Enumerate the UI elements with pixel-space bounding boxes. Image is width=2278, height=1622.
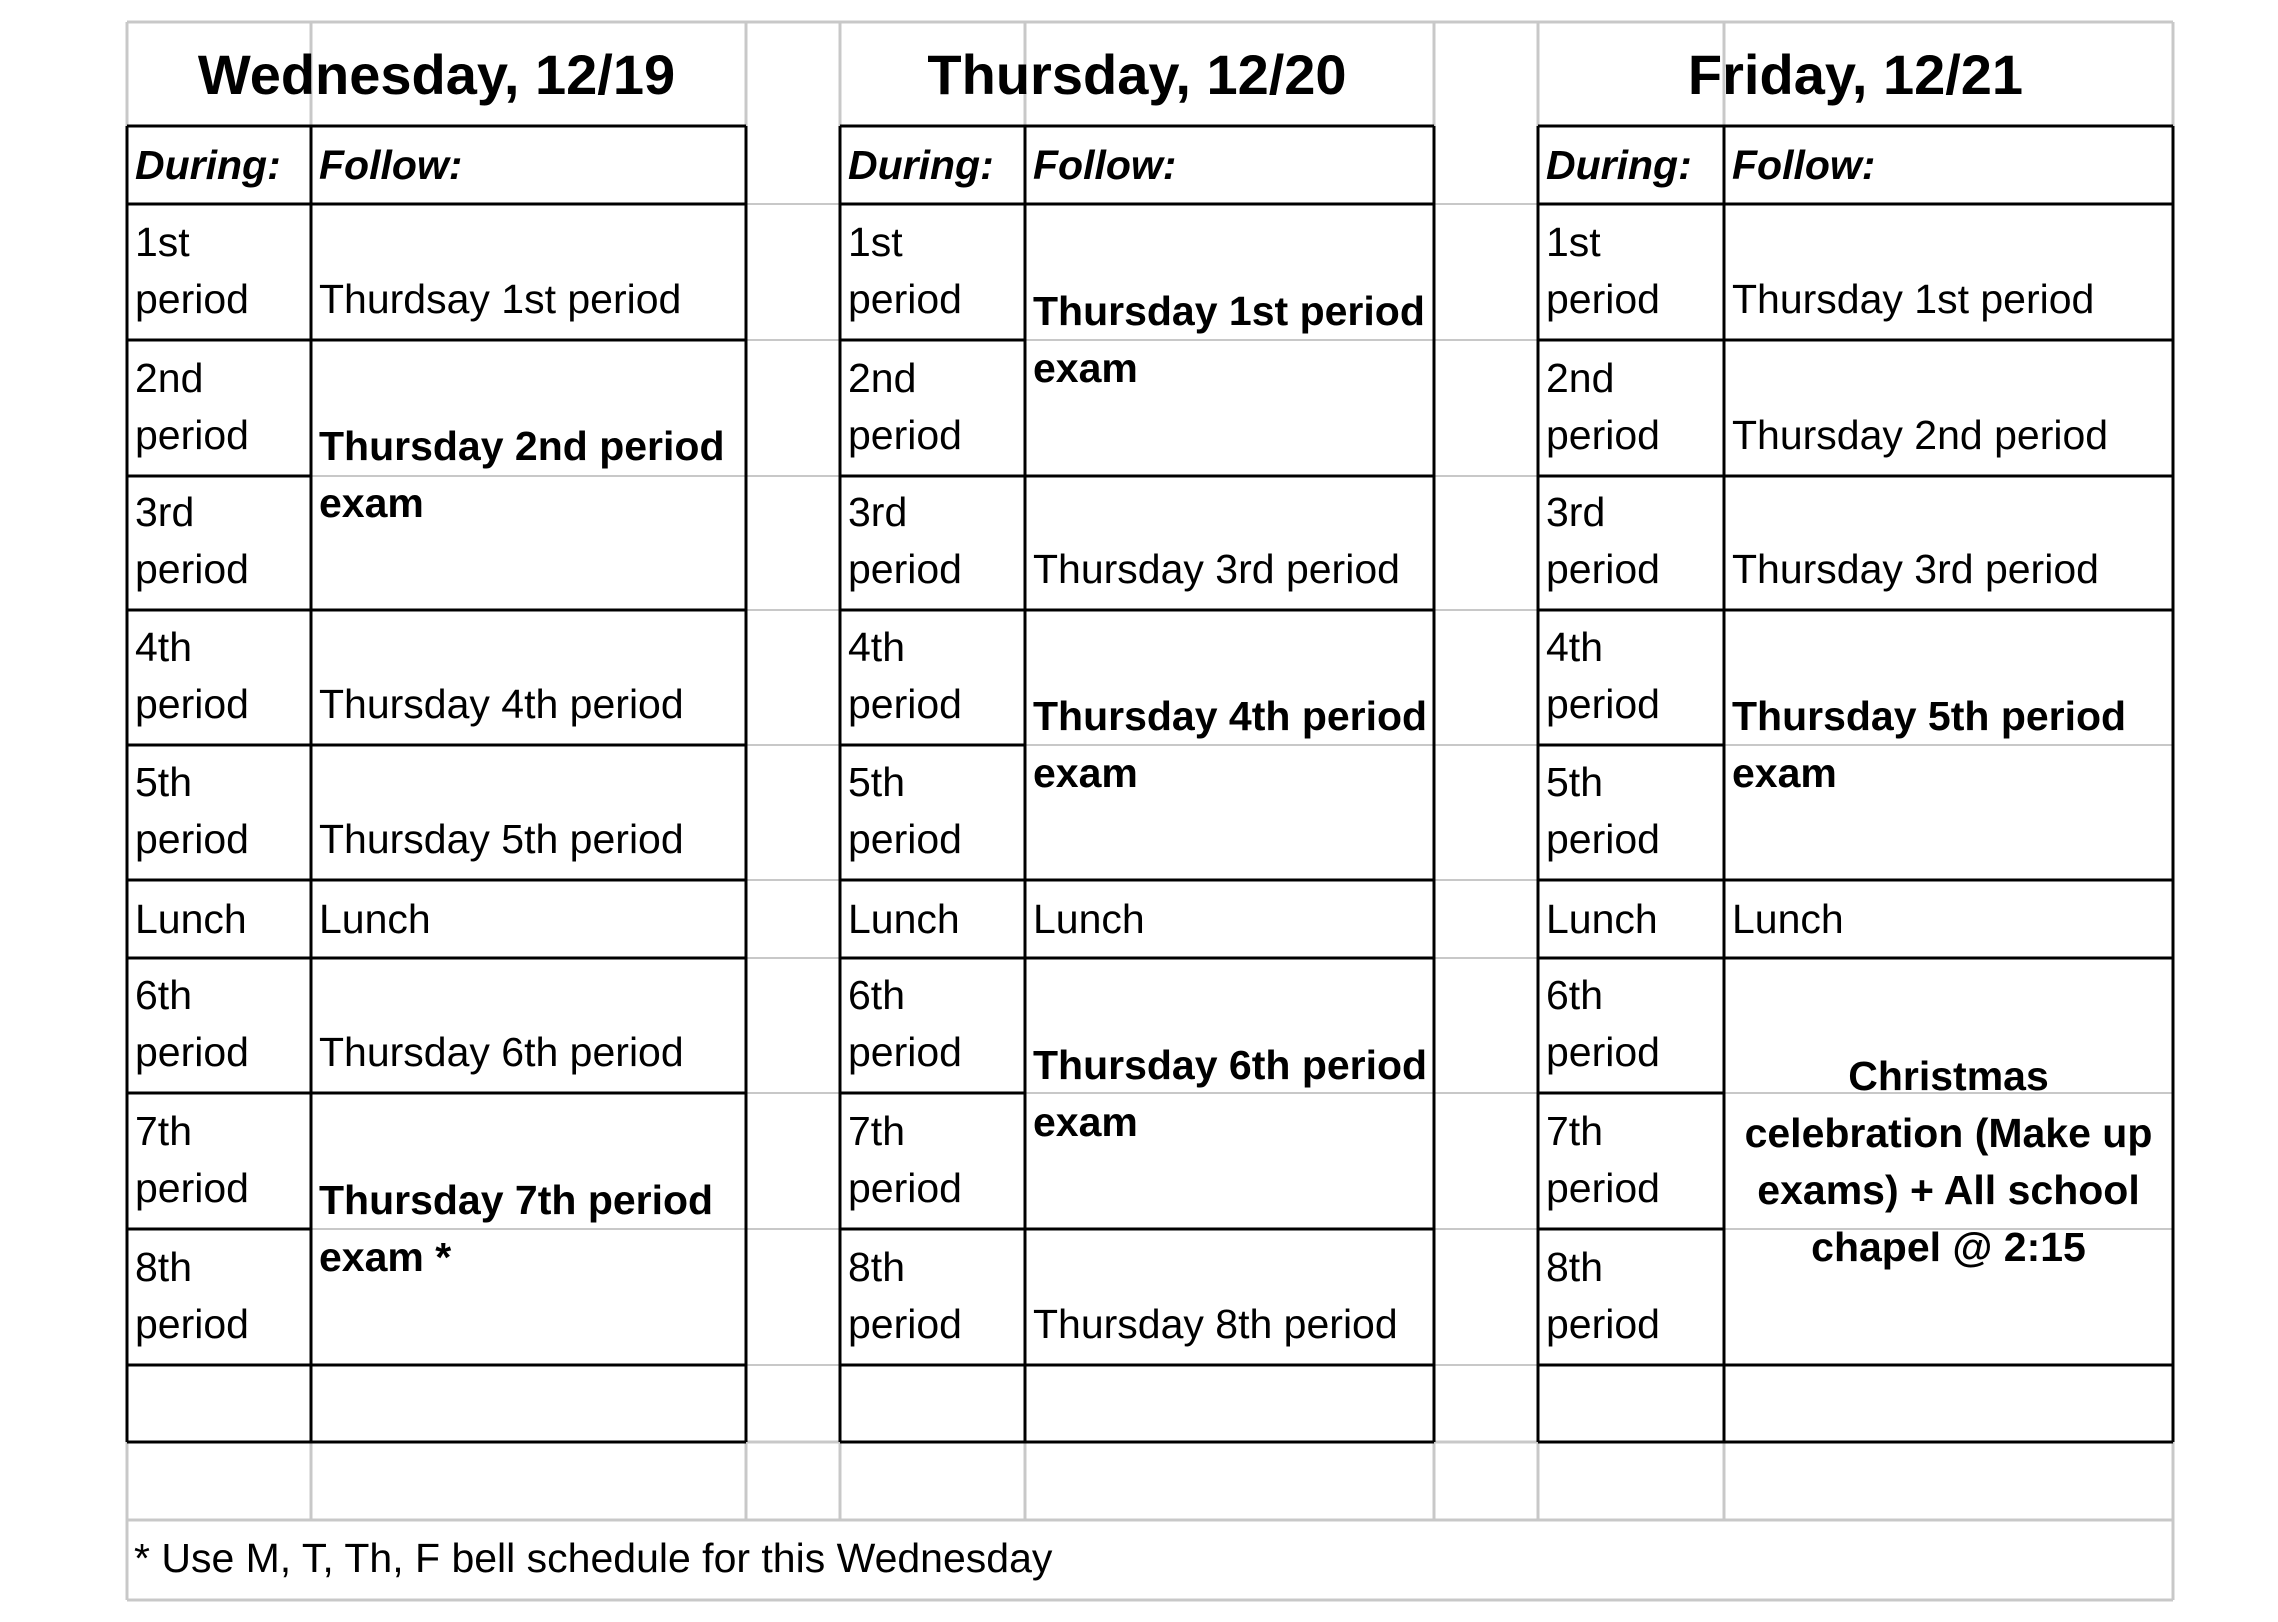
follow-entry: Thurdsay 1st period xyxy=(319,276,682,322)
follow-entry: Thursday 4th period exam xyxy=(1033,693,1428,796)
follow-entry: Thursday 2nd period xyxy=(1732,412,2109,458)
during-header: During: xyxy=(1546,141,1692,188)
period-label: Lunch xyxy=(848,895,960,942)
period-label: Lunch xyxy=(135,895,247,942)
period-label: 1st period xyxy=(1546,219,1660,322)
follow-entry: Thursday 6th period xyxy=(319,1029,684,1075)
day-title: Wednesday, 12/19 xyxy=(197,42,676,106)
period-label: 7th period xyxy=(848,1108,962,1211)
follow-entry: Christmas celebration (Make up exams) + All school chapel @ 2:15 xyxy=(1744,1052,2153,1270)
period-label: 3rd period xyxy=(1546,489,1660,592)
day-title: Friday, 12/21 xyxy=(1687,42,2024,106)
follow-header: Follow: xyxy=(1033,141,1177,188)
period-label: 2nd period xyxy=(848,355,962,458)
follow-entry: Thursday 6th period exam xyxy=(1033,1041,1428,1145)
period-label: 6th period xyxy=(848,972,962,1075)
follow-entry: Thursday 5th period exam xyxy=(1732,693,2127,796)
follow-header: Follow: xyxy=(319,141,463,188)
follow-header: Follow: xyxy=(1732,141,1876,188)
period-label: 3rd period xyxy=(135,489,249,592)
day-title: Thursday, 12/20 xyxy=(927,42,1347,106)
during-header: During: xyxy=(135,141,281,188)
period-label: 7th period xyxy=(135,1108,249,1211)
follow-entry: Lunch xyxy=(1732,895,1844,942)
follow-entry: Thursday 4th period xyxy=(319,681,684,727)
period-label: 8th period xyxy=(1546,1244,1660,1347)
follow-entry: Thursday 3rd period xyxy=(1033,546,1400,592)
period-label: 4th period xyxy=(135,624,249,727)
follow-entry: Thursday 1st period exam xyxy=(1033,288,1425,391)
period-label: 5th period xyxy=(135,759,249,862)
period-label: 7th period xyxy=(1546,1108,1660,1211)
period-label: 6th period xyxy=(1546,972,1660,1075)
period-label: 4th period xyxy=(848,624,962,727)
period-label: 6th period xyxy=(135,972,249,1075)
follow-entry: Thursday 5th period xyxy=(319,816,684,862)
period-label: 1st period xyxy=(848,219,962,322)
follow-entry: Lunch xyxy=(1033,895,1145,942)
follow-entry: Thursday 2nd period exam xyxy=(319,423,725,526)
period-label: 5th period xyxy=(1546,759,1660,862)
period-label: 1st period xyxy=(135,219,249,322)
follow-entry: Thursday 3rd period xyxy=(1732,546,2099,592)
period-label: 8th period xyxy=(135,1244,249,1347)
period-label: 2nd period xyxy=(1546,355,1660,458)
follow-entry: Thursday 8th period xyxy=(1033,1301,1398,1347)
during-header: During: xyxy=(848,141,994,188)
period-label: 8th period xyxy=(848,1244,962,1347)
footnote: * Use M, T, Th, F bell schedule for this Wednesday xyxy=(134,1535,1053,1581)
follow-entry: Thursday 1st period xyxy=(1732,276,2095,322)
period-label: 4th period xyxy=(1546,624,1660,727)
period-label: Lunch xyxy=(1546,895,1658,942)
period-label: 3rd period xyxy=(848,489,962,592)
period-label: 2nd period xyxy=(135,355,249,458)
follow-entry: Lunch xyxy=(319,895,431,942)
period-label: 5th period xyxy=(848,759,962,862)
follow-entry: Thursday 7th period exam * xyxy=(319,1177,714,1280)
